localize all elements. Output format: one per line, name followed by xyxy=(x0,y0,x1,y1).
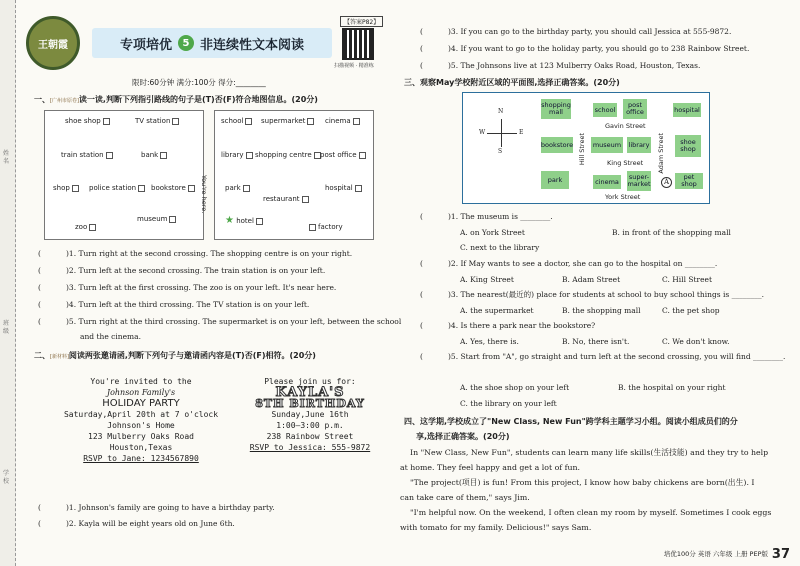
block-pet-shop: pet shop xyxy=(675,173,703,189)
s2-question-3: ( )3. If you can go to the birthday party, you should call Jessica at 555-9872. xyxy=(420,27,732,36)
s3-q2-option-a[interactable]: A. King Street xyxy=(460,275,514,284)
map-restaurant: restaurant xyxy=(263,195,309,203)
section2-tag: [新材料] xyxy=(50,354,69,360)
s3-question-4: ( )4. Is there a park near the bookstore? xyxy=(420,321,596,330)
s2-question-4: ( )4. If you want to go to the holiday party, you should go to 238 Rainbow Street. xyxy=(420,44,750,53)
map-bank: bank xyxy=(141,151,167,159)
s3-q1-option-b[interactable]: B. in front of the shopping mall xyxy=(612,228,731,237)
s1-question-3: ( )3. Turn left at the first crossing. The zoo is on your left. It's near here. xyxy=(38,283,337,292)
page-number: 37 xyxy=(771,547,790,562)
map-factory: factory xyxy=(307,223,343,231)
s2-question-1: ( )1. Johnson's family are going to have a birthday party. xyxy=(38,503,275,512)
brand-logo: 王朝霞 xyxy=(26,16,80,70)
star-icon: ★ xyxy=(225,215,234,226)
s3-q2-option-c[interactable]: C. Hill Street xyxy=(662,275,712,284)
s4-paragraph-3: "I'm helpful now. On the weekend, I often clean my room by myself. Sometimes I cook eggs xyxy=(410,508,772,517)
section1-heading: 一、[广州市原卷]读一读,判断下列指引路线的句子是(T)否(F)符合地图信息。(20分) xyxy=(34,95,318,104)
qr-code-icon[interactable] xyxy=(342,28,374,60)
section3-heading: 三、观察May学校附近区域的平面图,选择正确答案。(20分) xyxy=(404,78,620,87)
block-library: library xyxy=(627,137,651,153)
block-shoe-shop: shoe shop xyxy=(675,135,701,157)
s3-q4-option-b[interactable]: B. No, there isn't. xyxy=(562,337,630,346)
s1-question-5-cont: and the cinema. xyxy=(80,332,141,341)
map-school: school xyxy=(221,117,252,125)
s3-question-2: ( )2. If May wants to see a doctor, she can go to the hospital on ________. xyxy=(420,259,718,268)
map-cinema: cinema xyxy=(325,117,360,125)
map-train-station: train station xyxy=(61,151,113,159)
gutter-name-label: 姓名 xyxy=(3,150,10,165)
unit-badge: 5 xyxy=(178,35,194,51)
block-park: park xyxy=(541,171,569,189)
map-library: library xyxy=(221,151,253,159)
s3-q5-option-c[interactable]: C. the library on your left xyxy=(460,399,557,408)
street-hill: Hill Street xyxy=(578,133,586,166)
s3-q1-option-c[interactable]: C. next to the library xyxy=(460,243,540,252)
map-shopping-centre: shopping centre xyxy=(255,151,321,159)
map-left-block xyxy=(44,110,204,240)
map-post-office: post office xyxy=(320,151,366,159)
map-park: park xyxy=(225,184,250,192)
section4-heading-cont: 享,选择正确答案。(20分) xyxy=(416,432,510,441)
binding-gutter xyxy=(0,0,16,566)
map-supermarket: supermarket xyxy=(261,117,314,125)
block-hospital: hospital xyxy=(673,103,701,117)
page-footer: 培优100分 英语 六年级 上册 PEP版 xyxy=(663,550,768,558)
map-police-station: police station xyxy=(89,184,145,192)
s3-q4-option-a[interactable]: A. Yes, there is. xyxy=(460,337,519,346)
street-king: King Street xyxy=(607,159,644,167)
title-right: 非连续性文本阅读 xyxy=(200,37,305,53)
section1-tag: [广州市原卷] xyxy=(50,98,79,104)
section2-heading: 二、[新材料]阅读两张邀请函,判断下列句子与邀请函内容是(T)否(F)相符。(20分) xyxy=(34,351,316,360)
invitation-card-holiday: You're invited to the Johnson Family's HOLIDAY PARTY Saturday,April 20th at 7 o'clock Johnson's Home 123 Mulberry Oaks Road Houston,Texas RSVP to Jane: 1234567890 xyxy=(63,377,219,463)
block-school: school xyxy=(593,103,617,117)
map-bookstore: bookstore xyxy=(151,184,195,192)
s3-q3-option-c[interactable]: C. the pet shop xyxy=(662,306,720,315)
s2-question-2: ( )2. Kayla will be eight years old on June 6th. xyxy=(38,519,235,528)
s3-q1-option-a[interactable]: A. on York Street xyxy=(460,228,525,237)
s1-question-5: ( )5. Turn right at the third crossing. The supermarket is on your left, between the school xyxy=(38,317,402,326)
s3-q4-option-c[interactable]: C. We don't know. xyxy=(662,337,730,346)
street-gavin: Gavin Street xyxy=(605,122,646,130)
campus-map xyxy=(462,92,710,204)
answer-code: 【答案P82】 xyxy=(340,16,383,27)
s3-q3-option-a[interactable]: A. the supermarket xyxy=(460,306,534,315)
s3-q5-option-b[interactable]: B. the hospital on your right xyxy=(618,383,726,392)
block-bookstore: bookstore xyxy=(541,137,573,153)
block-museum: museum xyxy=(591,137,623,153)
block-supermarket: super-market xyxy=(627,171,651,191)
start-point-a: A xyxy=(661,177,672,188)
s3-question-1: ( )1. The museum is ________. xyxy=(420,212,553,221)
gutter-school-label: 学校 xyxy=(3,470,10,485)
map-shoe-shop: shoe shop xyxy=(65,117,110,125)
gutter-class-label: 班级 xyxy=(3,320,10,335)
s3-q3-option-b[interactable]: B. the shopping mall xyxy=(562,306,641,315)
street-adam: Adam Street xyxy=(657,133,665,174)
s1-question-1: ( )1. Turn right at the second crossing. The shopping centre is on your right. xyxy=(38,249,353,258)
block-shopping-mall: shopping mall xyxy=(541,99,571,119)
s2-question-5: ( )5. The Johnsons live at 123 Mulberry Oaks Road, Houston, Texas. xyxy=(420,61,701,70)
test-meta: 限时:60分钟 满分:100分 得分:________ xyxy=(132,78,266,87)
page-title xyxy=(92,28,332,58)
section4-heading: 四、这学期,学校成立了"New Class, New Fun"跨学科主题学习小组。阅读小组成员们的分 xyxy=(404,417,738,426)
s4-paragraph-3-cont: with tomato for my family. Delicious!" says Sam. xyxy=(400,523,592,532)
s3-question-3: ( )3. The nearest(最近的) place for students at school to buy school things is ________. xyxy=(420,290,764,299)
block-cinema: cinema xyxy=(593,175,621,189)
s4-paragraph-1: In "New Class, New Fun", students can learn many life skills(生活技能) and they try to help xyxy=(410,448,769,457)
map-hotel: ★ hotel xyxy=(225,215,263,226)
map-right-block xyxy=(214,110,374,240)
you-are-here-label: You're here. xyxy=(200,175,208,214)
s4-paragraph-2: "The project(项目) is fun! From this project, I know how baby chickens are born(出生). I xyxy=(410,478,755,487)
map-shop: shop xyxy=(53,184,79,192)
s1-question-2: ( )2. Turn left at the second crossing. The train station is on your left. xyxy=(38,266,326,275)
map-hospital: hospital xyxy=(325,184,362,192)
s3-question-5: ( )5. Start from "A", go straight and turn left at the second crossing, you will find ________. xyxy=(420,352,786,361)
invitation-card-birthday: Please join us for: KAYLA'S 8TH BIRTHDAY Sunday,June 16th 1:00—3:00 p.m. 238 Rainbow Street RSVP to Jessica: 555-9872 xyxy=(249,377,371,452)
map-zoo: zoo xyxy=(75,223,96,231)
qr-note: 扫描视频 · 精准练 xyxy=(334,63,374,69)
s3-q5-option-a[interactable]: A. the shoe shop on your left xyxy=(460,383,570,392)
s4-paragraph-1-cont: at home. They feel happy and get a lot of fun. xyxy=(400,463,581,472)
map-museum: museum xyxy=(137,215,176,223)
street-york: York Street xyxy=(605,193,641,201)
title-left: 专项培优 xyxy=(119,37,172,53)
s4-paragraph-2-cont: can take care of them," says Jim. xyxy=(400,493,530,502)
map-tv-station: TV station xyxy=(135,117,179,125)
s1-question-4: ( )4. Turn left at the third crossing. The TV station is on your left. xyxy=(38,300,310,309)
block-post-office: post office xyxy=(623,99,647,119)
compass-icon: N W E S xyxy=(479,108,524,155)
s3-q2-option-b[interactable]: B. Adam Street xyxy=(562,275,621,284)
